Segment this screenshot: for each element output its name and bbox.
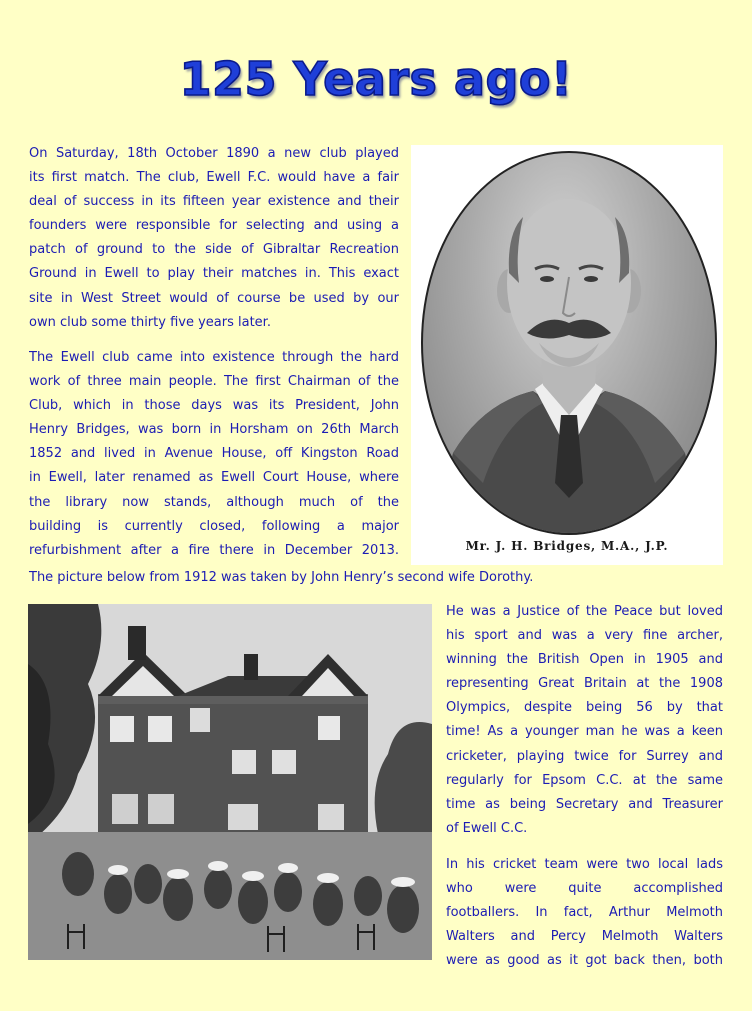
paragraph-line: Ground in Ewell to play their matches in. This exact [29, 266, 399, 282]
portrait-photo [411, 145, 723, 565]
paragraph-line: On Saturday, 18th October 1890 a new club played [29, 146, 399, 161]
paragraph-line: Club, which in those days was its President, John [29, 398, 399, 414]
paragraph-3 [446, 600, 723, 841]
paragraph-line: He was a Justice of the Peace but loved [446, 604, 723, 619]
paragraph-line: were as good as it got back then, both [446, 953, 723, 969]
portrait-oval [421, 151, 717, 535]
paragraph-line: Walters and Percy Melmoth Walters [446, 929, 723, 945]
paragraph-line: own club some thirty five years later. [29, 314, 271, 330]
paragraph-2 [29, 346, 399, 563]
paragraph-line: time as being Secretary and Treasurer [446, 796, 723, 812]
paragraph-line: its first match. The club, Ewell F.C. would have a fair [29, 170, 399, 186]
paragraph-line: In his cricket team were two local lads [446, 857, 723, 872]
paragraph-line: Olympics, despite being 56 by that [446, 700, 723, 716]
paragraph-line: in Ewell, later renamed as Ewell Court House, where [29, 470, 399, 486]
paragraph-line: who were quite accomplished [446, 881, 723, 897]
paragraph-line: work of three main people. The first Chairman of the [29, 374, 399, 390]
paragraph-line: footballers. In fact, Arthur Melmoth [446, 905, 723, 921]
paragraph-line: deal of success in its fifteen year existence and their [29, 194, 399, 210]
paragraph-line: founders were responsible for selecting and using a [29, 218, 399, 234]
paragraph-2-last-line: The picture below from 1912 was taken by John Henry’s second wife Dorothy. [29, 570, 534, 585]
paragraph-line: cricketer, playing twice for Surrey and [446, 748, 723, 764]
paragraph-line: patch of ground to the side of Gibraltar Recreation [29, 242, 399, 258]
paragraph-line: regularly for Epsom C.C. at the same [446, 772, 723, 788]
paragraph-4 [446, 853, 723, 973]
page-title: 125 Years ago! [179, 52, 573, 106]
paragraph-1 [29, 142, 399, 335]
portrait-caption: Mr. J. H. Bridges, M.A., J.P. [465, 539, 669, 553]
paragraph-line: his sport and was a very fine archer, [446, 628, 723, 644]
paragraph-line: The Ewell club came into existence through the hard [29, 350, 399, 365]
paragraph-line: refurbishment after a fire there in December 2013. [29, 542, 399, 558]
paragraph-line: winning the British Open in 1905 and [446, 652, 723, 668]
paragraph-line: time! As a younger man he was a keen [446, 724, 723, 740]
paragraph-line: building is currently closed, following a major [29, 518, 399, 534]
paragraph-line: site in West Street would of course be used by our [29, 290, 399, 306]
house-photo-1912 [28, 604, 432, 960]
portrait-figure [423, 153, 715, 533]
paragraph-line: the library now stands, although much of the [29, 494, 399, 510]
paragraph-line: Henry Bridges, was born in Horsham on 26th March [29, 422, 399, 438]
house-scene [28, 604, 432, 960]
paragraph-line: 1852 and lived in Avenue House, off Kingston Road [29, 446, 399, 462]
paragraph-line: of Ewell C.C. [446, 820, 528, 836]
paragraph-line: representing Great Britain at the 1908 [446, 676, 723, 692]
